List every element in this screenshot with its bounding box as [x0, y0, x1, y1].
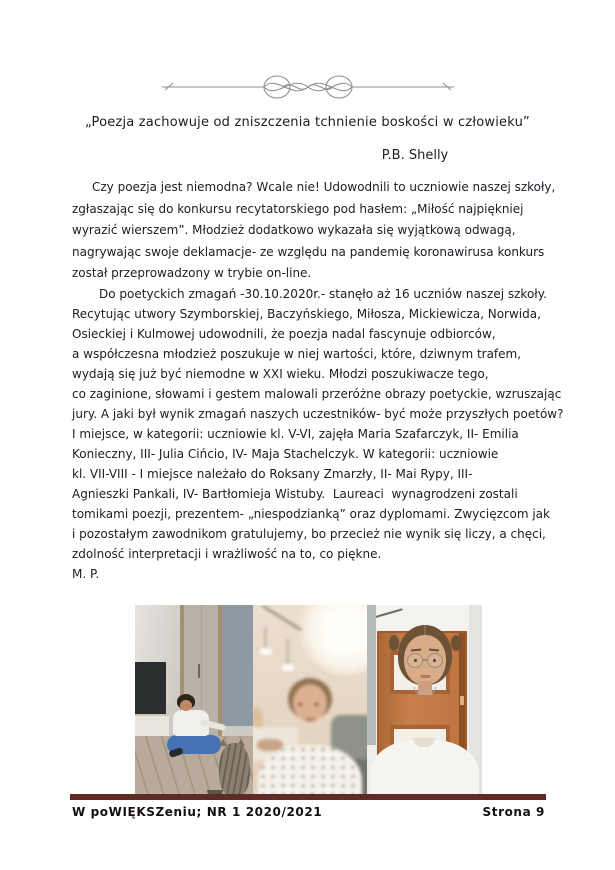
photo2-light-glow	[298, 605, 367, 676]
text-line: wydają się już być niemodne w XXI wieku. Młodzi poszukiwacze tego,	[72, 367, 489, 381]
text-line: zdolność interpretacji i wrażliwość na to, co piękne.	[72, 547, 382, 561]
photo-girl-glasses-door	[367, 605, 482, 800]
photo1-wardrobe-handle	[198, 664, 200, 678]
text-line: I miejsce, w kategorii: uczniowie kl. V-VI, zajęła Maria Szafarczyk, II- Emilia	[72, 427, 519, 441]
text-line: Do poetyckich zmagań -30.10.2020r.- stanęło aż 16 uczniów naszej szkoły.	[99, 287, 547, 301]
photo-strip	[135, 605, 482, 800]
photo3-girl-hair-bun	[451, 635, 461, 651]
photo2-blur-layer	[253, 605, 367, 800]
photo3-girl-shirt	[370, 740, 478, 800]
photo2-lamp-shade	[259, 647, 273, 656]
photo1-tv	[135, 662, 166, 715]
photo3-shirt-neckline	[413, 738, 435, 747]
text-line: i pozostałym zawodnikom gratulujemy, bo przecież nie wynik się liczy, a chęci,	[72, 527, 546, 541]
text-line: a współczesna młodzież poszukuje w niej wartości, które, dziwnym trafem,	[72, 347, 522, 361]
photo3-wall-band	[367, 605, 376, 745]
photo3-necklace	[414, 687, 436, 695]
photo3-girl-hair-bun	[389, 635, 399, 651]
photo2-girl-eye	[299, 703, 302, 706]
photo-girl-with-cat	[135, 605, 253, 800]
photo3-glasses-lens	[427, 653, 443, 668]
author-initials: M. P.	[72, 567, 100, 581]
photo2-lamp-shade	[281, 663, 295, 672]
text-line: wyrazić wierszem”. Młodzież dodatkowo wykazała się wyjątkową odwagą,	[72, 223, 516, 237]
photo2-girl-smile	[305, 718, 315, 721]
text-line: Czy poezja jest niemodna? Wcale nie! Udowodnili to uczniowie naszej szkoły,	[92, 180, 556, 194]
paragraph-results	[72, 284, 592, 584]
text-line: Konieczny, III- Julia Cińcio, IV- Maja Stachelczyk. W kategorii: uczniowie	[72, 447, 499, 461]
text-line: tomikami poezji, prezentem- „niespodzianką” oraz dyplomami. Zwycięzcom jak	[72, 507, 550, 521]
photo3-door-hinge	[460, 696, 464, 705]
text-line: jury. A jaki był wynik zmagań naszych uczestników- być może przyszłych poetów?	[72, 407, 564, 421]
paragraph-intro	[72, 177, 592, 285]
photo2-lamp-rod	[287, 639, 288, 665]
photo1-blue-wall	[221, 605, 253, 726]
poetry-quote: „Poezja zachowuje od zniszczenia tchnienie boskości w człowieku”	[85, 115, 530, 130]
photo1-girl-face	[180, 700, 192, 711]
text-line: Osieckiej i Kulmowej udowodnili, że poezja nadal fascynuje odbiorców,	[72, 327, 496, 341]
text-line: został przeprowadzony w trybie on-line.	[72, 266, 312, 280]
photo3-girl-mouth	[420, 675, 431, 678]
text-line: co zaginione, słowami i gestem malowali przeróżne obrazy poetyckie, wzruszając	[72, 387, 562, 401]
photo3-glasses-lens	[407, 653, 423, 668]
photo-girl-blurry-portrait	[253, 605, 367, 800]
photo2-girl-polkadot-blouse	[258, 745, 363, 800]
footer-issue-label: W poWIĘKSZeniu; NR 1 2020/2021	[72, 805, 323, 819]
text-line: Recytując utwory Szymborskiej, Baczyńskiego, Miłosza, Mickiewicza, Norwida,	[72, 307, 541, 321]
photo2-girl-eye	[315, 703, 318, 706]
photo3-glasses-bridge	[423, 659, 427, 661]
quote-attribution: P.B. Shelly	[381, 148, 449, 163]
footer-page-number: Strona 9	[482, 805, 545, 819]
divider-knot-ornament-icon	[160, 72, 456, 102]
footer-divider-rule	[70, 794, 546, 800]
text-line: zgłaszając się do konkursu recytatorskiego pod hasłem: „Miłość najpiękniej	[72, 201, 524, 216]
text-line: Agnieszki Pankali, IV- Bartłomieja Wistuby. Laureaci wynagrodzeni zostali	[72, 487, 518, 501]
text-line: kl. VII-VIII - I miejsce należało do Roksany Zmarzły, II- Mai Rypy, III-	[72, 467, 473, 481]
photo1-cat	[219, 743, 250, 797]
photo2-pendant-lamp	[262, 605, 302, 631]
photo2-lamp-rod	[265, 627, 266, 649]
text-line: nagrywając swoje deklamacje- ze względu na pandemię koronawirusa konkurs	[72, 244, 545, 259]
